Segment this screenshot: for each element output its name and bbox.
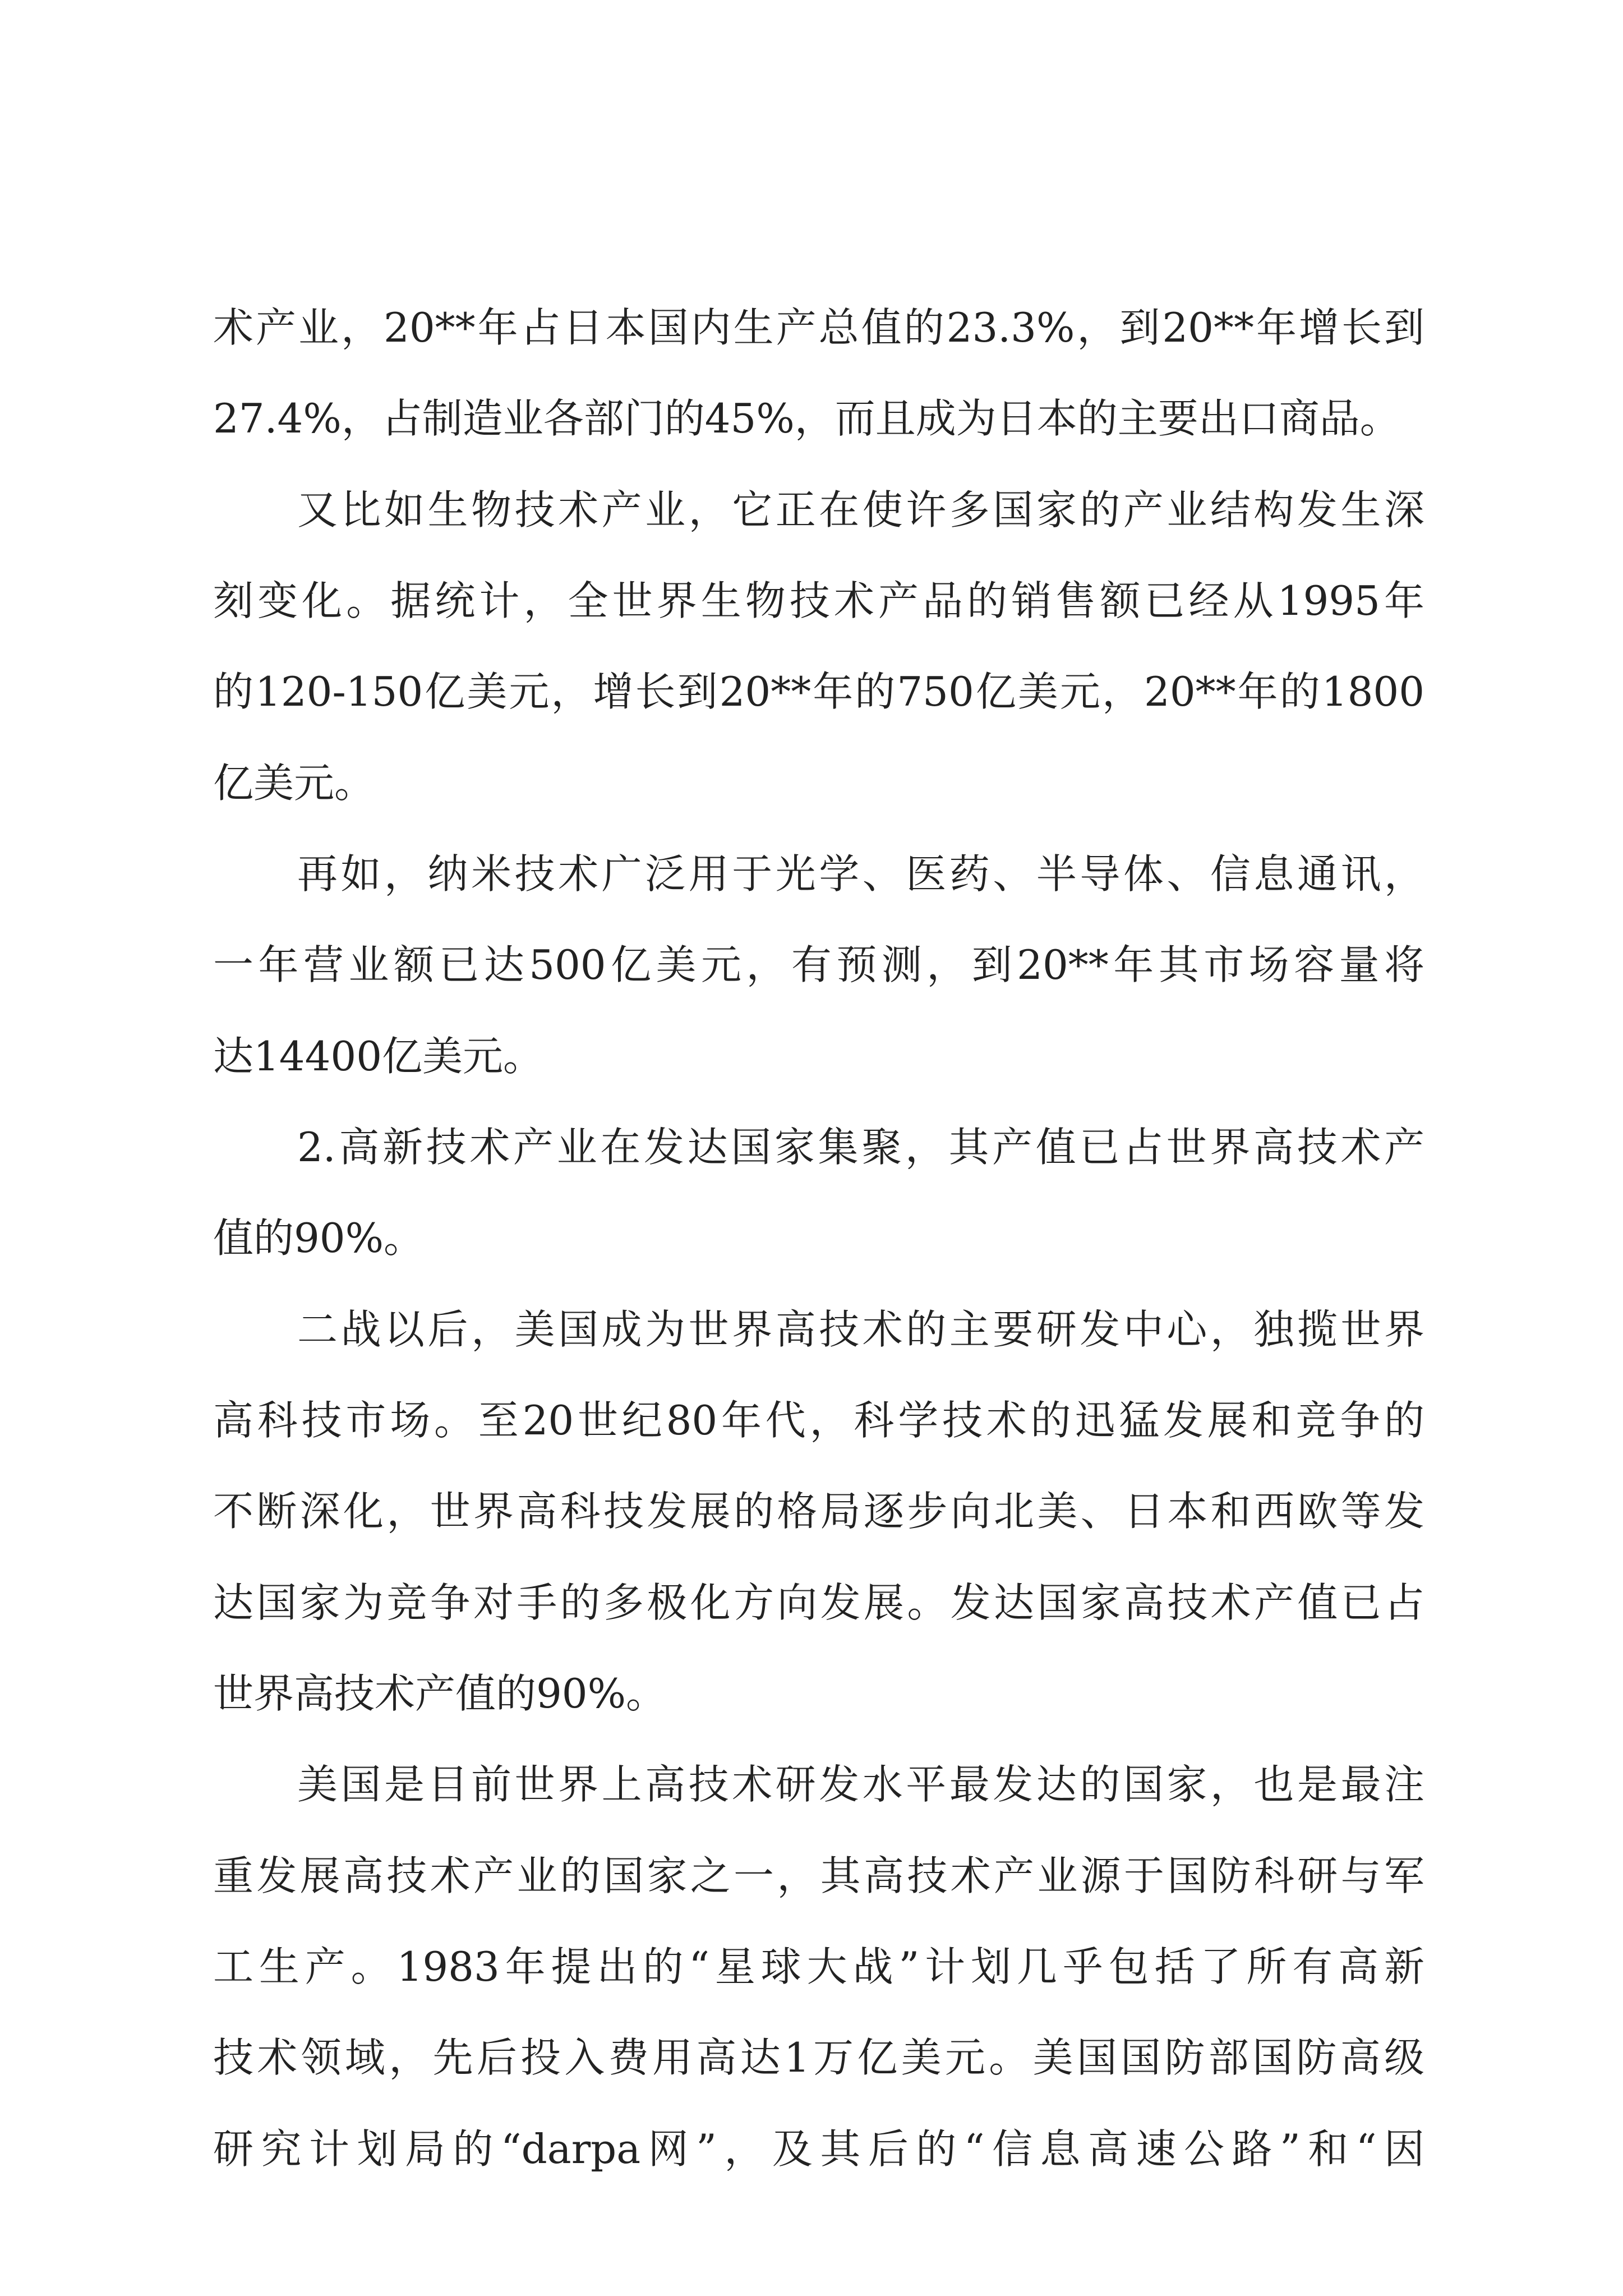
body-text-line: 世界高技术产值的90%。 [213, 1670, 667, 1717]
body-text-line: 的120-150亿美元，增长到20**年的750亿美元，20**年的1800 [213, 668, 1424, 715]
body-text-line: 重发展高技术产业的国家之一，其高技术产业源于国防科研与军 [213, 1852, 1424, 1899]
body-text-line: 达14400亿美元。 [213, 1033, 544, 1080]
body-text-line: 高科技市场。至20世纪80年代，科学技术的迅猛发展和竞争的 [213, 1397, 1424, 1444]
body-text-line: 不断深化，世界高科技发展的格局逐步向北美、日本和西欧等发 [213, 1488, 1424, 1535]
paragraph-first-line: 二战以后，美国成为世界高技术的主要研发中心，独揽世界 [297, 1306, 1424, 1353]
paragraph-first-line: 再如，纳米技术广泛用于光学、医药、半导体、信息通讯， [297, 850, 1424, 898]
body-text-line: 研究计划局的“darpa网”，及其后的“信息高速公路”和“因 [213, 2125, 1424, 2173]
section-heading-line: 值的90%。 [213, 1214, 425, 1262]
body-text-line: 亿美元。 [213, 760, 375, 807]
paragraph-first-line: 又比如生物技术产业，它正在使许多国家的产业结构发生深 [297, 486, 1424, 533]
body-text-line: 一年营业额已达500亿美元，有预测，到20**年其市场容量将 [213, 941, 1424, 988]
body-text-line: 达国家为竞争对手的多极化方向发展。发达国家高技术产值已占 [213, 1579, 1424, 1626]
body-text-line: 术产业，20**年占日本国内生产总值的23.3%，到20**年增长到 [213, 304, 1424, 351]
body-text-line: 刻变化。据统计，全世界生物技术产品的销售额已经从1995年 [213, 577, 1424, 624]
body-text-line: 27.4%，占制造业各部门的45%，而且成为日本的主要出口商品。 [213, 395, 1400, 442]
body-text-line: 技术领域，先后投入费用高达1万亿美元。美国国防部国防高级 [213, 2034, 1424, 2081]
paragraph-first-line: 美国是目前世界上高技术研发水平最发达的国家，也是最注 [297, 1761, 1424, 1808]
body-text-line: 工生产。1983年提出的“星球大战”计划几乎包括了所有高新 [213, 1943, 1424, 1990]
section-heading-line: 2.高新技术产业在发达国家集聚，其产值已占世界高技术产 [297, 1124, 1424, 1171]
